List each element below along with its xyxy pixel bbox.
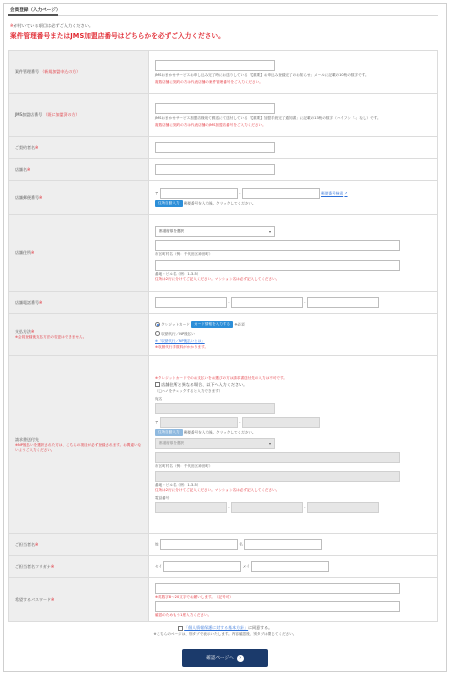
payment-label: 支払方法 [15, 329, 31, 334]
merchant-number-label-note: （既に加盟済の方） [43, 112, 80, 117]
billing-zip-first-input[interactable] [160, 417, 241, 428]
password-confirm-note: 確認のためもう1度入力ください。 [155, 612, 212, 617]
merchant-number-input[interactable] [155, 103, 275, 114]
zip-prefix: 〒 [155, 191, 159, 196]
row-payment [9, 314, 438, 356]
row-contractor [9, 137, 438, 159]
billing-credit-note: ※クレジットカードでのお支払いをお選びの方は請求書送付先の入力は不可です。 [155, 375, 287, 380]
card-info-button[interactable]: カード情報を入力する [191, 321, 233, 328]
invoice-fee-note: ※収納代行手数料がかかります。 [155, 344, 209, 349]
person-sei-input[interactable] [160, 539, 238, 550]
required-either-note: 案件管理番号またはJMS加盟店番号はどちらかを必ずご入力ください。 [10, 32, 225, 40]
row-password [9, 578, 438, 622]
row-merchant-number [9, 94, 438, 137]
agree-checkbox[interactable] [178, 626, 183, 631]
registration-form [8, 50, 438, 622]
store-zip-label: 店舗郵便番号 [15, 194, 39, 200]
zip-auto-note: 郵便番号を入力後、クリックしてください。 [183, 201, 256, 206]
person-required-mark: ※ [35, 541, 39, 547]
billing-tel-third-input[interactable] [307, 502, 379, 513]
case-number-desc2: 複数店舗に契約の方は代表店舗の案件管理番号をご入力ください。 [155, 79, 263, 84]
payment-required-mark: ※ [31, 329, 35, 334]
kana-mei-label: メイ [242, 564, 250, 569]
store-address-label: 店舗住所 [15, 250, 31, 255]
store-address-required-mark: ※ [31, 250, 35, 255]
merchant-number-desc2: 複数店舗に契約の方は代表店舗のJMS加盟店番号をご入力ください。 [155, 122, 266, 127]
credit-card-radio[interactable] [155, 322, 160, 327]
store-name-input[interactable] [155, 164, 275, 175]
billing-address-line2-input[interactable] [155, 471, 400, 482]
chevron-down-icon: ▾ [268, 228, 271, 234]
password-required-mark: ※ [51, 596, 55, 602]
person-mei-label: 名 [239, 542, 243, 547]
tel-first-input[interactable] [155, 297, 230, 308]
kana-label: ご担当者名フリガナ [15, 563, 51, 569]
zip-dash: - [239, 191, 241, 196]
billing-name-input[interactable] [155, 403, 275, 414]
contractor-label: ご契約者名 [15, 144, 35, 150]
case-number-desc: JMSおまかせサービスお申し込み完了時にお送りしている「【重要】お申込み登録完了のお知らせ」メールに記載の10桁の数字です。 [155, 72, 369, 77]
row-store-tel [9, 292, 438, 314]
password-confirm-input[interactable] [155, 601, 400, 612]
credit-card-label: クレジットカード [161, 322, 190, 326]
zip-first-input[interactable] [160, 188, 241, 199]
store-tel-label: 店舗電話番号 [15, 299, 39, 305]
kana-mei-input[interactable] [251, 561, 329, 572]
title-accent [8, 14, 58, 16]
billing-address-note: 住所は2行に分けてご記入ください。マンション名は必ず記入してください。 [155, 487, 280, 492]
privacy-policy-link[interactable]: 「個人情報保護に対する基本方針」 [184, 625, 249, 630]
password-label: 希望するパスワード [15, 596, 51, 602]
store-zip-required-mark: ※ [39, 194, 43, 200]
billing-zip-dash: - [239, 420, 241, 424]
billing-tel-label: 電話番号 [155, 495, 170, 500]
confirm-page-button[interactable] [182, 649, 268, 667]
row-kana [9, 556, 438, 578]
arrow-right-icon: › [237, 655, 244, 662]
agree-text: に同意する。 [248, 625, 273, 630]
store-address-note: 住所は2行に分けてご記入ください。マンション名は必ず記入してください。 [155, 276, 280, 281]
merchant-number-label: JMS加盟店番号 [15, 112, 43, 117]
billing-tel-dash-1: - [228, 505, 230, 509]
store-prefecture-select[interactable]: 都道府県を選択 ▾ [155, 226, 275, 237]
kana-required-mark: ※ [50, 563, 55, 569]
required-note: ※が付いている項目は必ずご入力ください。 [10, 23, 94, 28]
confirm-page-button-label: 確認ページへ [206, 656, 234, 661]
billing-zip-prefix: 〒 [155, 420, 159, 424]
page-title: 会員登録（入力ページ） [10, 8, 61, 13]
billing-address-line1-input[interactable] [155, 452, 400, 463]
row-person [9, 534, 438, 556]
billing-city-label: 市区町村名（例：千代田区神田町） [155, 463, 213, 468]
row-billing [9, 356, 438, 534]
store-tel-required-mark: ※ [39, 299, 43, 305]
billing-street-label: 番地・ビル名（例：1-3-5） [155, 482, 201, 487]
billing-checkbox-note: （□へ✓をチェックすると入力できます） [155, 388, 223, 393]
contractor-input[interactable] [155, 142, 275, 153]
billing-label: 請求書送付先 [15, 436, 39, 442]
person-sei-label: 姓 [155, 542, 159, 547]
tel-second-input[interactable] [231, 297, 306, 308]
invoice-about-link[interactable]: ※「収納代行／NP後払いとは」 [155, 338, 205, 343]
zip-search-link[interactable]: 郵便番号検索 [321, 191, 344, 196]
password-rule-note: ※英数字8〜20文字でお願いします。（記号可） [155, 594, 233, 599]
tel-dash-2: - [304, 300, 306, 305]
billing-tel-first-input[interactable] [155, 502, 230, 513]
store-city-label: 市区町村名（例：千代田区神田町） [155, 251, 213, 256]
store-name-label: 店舗名 [15, 166, 27, 172]
billing-different-checkbox[interactable] [155, 382, 160, 387]
billing-name-label: 宛名 [155, 396, 163, 401]
person-mei-input[interactable] [244, 539, 322, 550]
kana-sei-input[interactable] [163, 561, 241, 572]
zip-auto-fill-button[interactable]: 住所自動入力 [155, 200, 183, 207]
zip-second-input[interactable] [242, 188, 320, 199]
agree-row [0, 625, 450, 631]
store-street-label: 番地・ビル名（例：1-3-5） [155, 271, 201, 276]
billing-zip-second-input[interactable] [242, 417, 320, 428]
row-store-zip [9, 181, 438, 215]
kana-sei-label: セイ [155, 564, 163, 569]
contractor-required-mark: ※ [35, 144, 39, 150]
case-number-label-note: （新規加盟申込の方） [40, 69, 81, 74]
billing-zip-auto-fill-button[interactable]: 住所自動入力 [155, 429, 183, 436]
store-name-required-mark: ※ [27, 166, 31, 172]
billing-different-label: 店舗住所と異なる場合、以下へ入力ください。 [161, 381, 248, 387]
payment-label-note: ※会員登録後支払方法の変更はできません。 [15, 335, 87, 339]
tel-dash-1: - [228, 300, 230, 305]
store-address-line2-input[interactable] [155, 260, 400, 271]
billing-tel-second-input[interactable] [231, 502, 306, 513]
billing-tel-dash-2: - [304, 505, 306, 509]
password-input[interactable] [155, 583, 400, 594]
card-required-note: ※必須 [234, 322, 245, 326]
row-store-address [9, 215, 438, 292]
case-number-label: 案件管理番号 [15, 69, 39, 74]
invoice-radio[interactable] [155, 331, 160, 336]
title-divider [8, 15, 438, 16]
billing-label-note: ※NP後払いを選択された方は、こちらの項目が必ず登録されます。お間違いないようご入力ください。 [15, 442, 142, 452]
person-label: ご担当者名 [15, 541, 35, 547]
tel-third-input[interactable] [307, 297, 379, 308]
billing-zip-auto-note: 郵便番号を入力後、クリックしてください。 [183, 430, 256, 434]
agree-sub-note: ※こちらのページは、別タブで表示いたします。内容確認後、別タブは閉じてください。 [153, 632, 297, 636]
billing-prefecture-select[interactable]: 都道府県を選択 ▾ [155, 438, 275, 449]
row-store-name [9, 159, 438, 181]
external-link-icon: ↗ [344, 191, 348, 196]
case-number-input[interactable] [155, 60, 275, 71]
row-case-number [9, 51, 438, 94]
store-address-line1-input[interactable] [155, 240, 400, 251]
merchant-number-desc: JMSおまかせサービス加盟店様宛て郵送にて送付している「【重要】加盟手続完了通知書」に記載の13桁の数字（ハイフン「-」なし）です。 [155, 115, 381, 120]
invoice-label: 収納代行／NP後払い [161, 331, 195, 336]
chevron-down-icon: ▾ [268, 440, 271, 446]
